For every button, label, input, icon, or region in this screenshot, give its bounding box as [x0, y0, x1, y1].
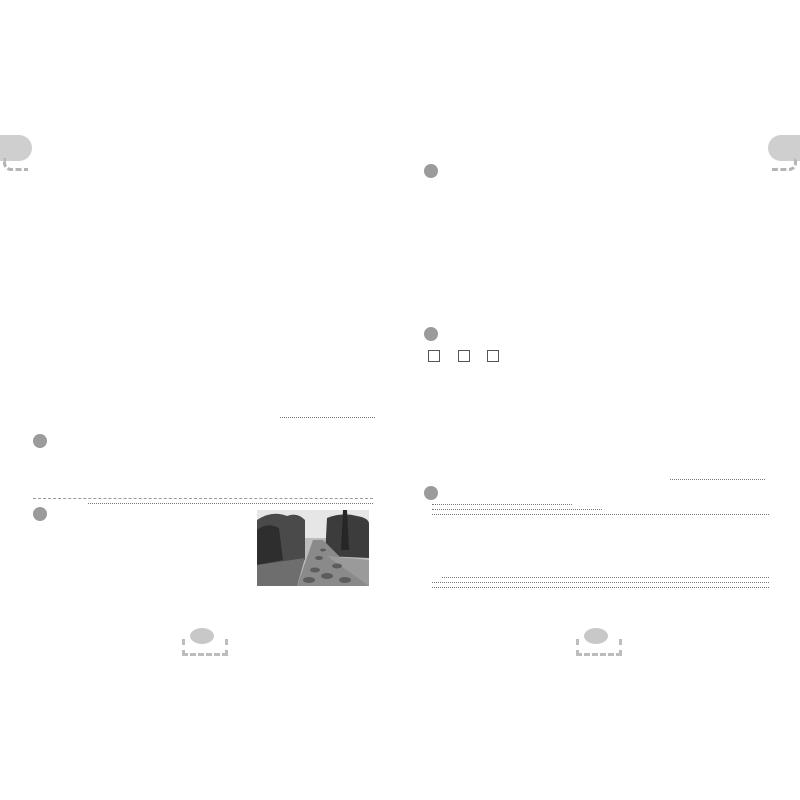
task-1-badge	[33, 434, 47, 448]
page-number-57	[584, 628, 608, 644]
crossword-grid[interactable]	[240, 166, 380, 306]
page-corner-dash	[772, 158, 797, 171]
blank-a2[interactable]	[432, 509, 602, 510]
option-checkbox[interactable]	[428, 350, 440, 362]
blank-b1[interactable]	[442, 577, 769, 578]
date-line[interactable]	[670, 479, 765, 480]
option-geese[interactable]	[428, 353, 443, 364]
task-1-badge	[424, 486, 438, 500]
answer-line[interactable]	[88, 503, 373, 504]
date-line[interactable]	[280, 417, 375, 418]
task-4-badge	[424, 327, 438, 341]
appian-way-photo	[257, 510, 369, 586]
timeline-line[interactable]	[33, 498, 373, 499]
page-number-56	[190, 628, 214, 644]
task-2-badge	[33, 507, 47, 521]
task-3-badge	[424, 164, 438, 178]
right-page	[400, 0, 800, 800]
blank-a3[interactable]	[432, 514, 769, 515]
blank-a1[interactable]	[432, 504, 572, 505]
fill-paragraph-b	[428, 577, 773, 592]
fill-paragraph-a	[428, 504, 773, 519]
blank-b2[interactable]	[432, 582, 769, 583]
option-woe[interactable]	[458, 353, 473, 364]
page-corner-dash	[3, 158, 28, 171]
option-checkbox[interactable]	[487, 350, 499, 362]
option-checkbox[interactable]	[458, 350, 470, 362]
blank-b3[interactable]	[432, 587, 769, 588]
option-pyrrhic[interactable]	[487, 353, 502, 364]
task-4-options	[428, 350, 778, 364]
